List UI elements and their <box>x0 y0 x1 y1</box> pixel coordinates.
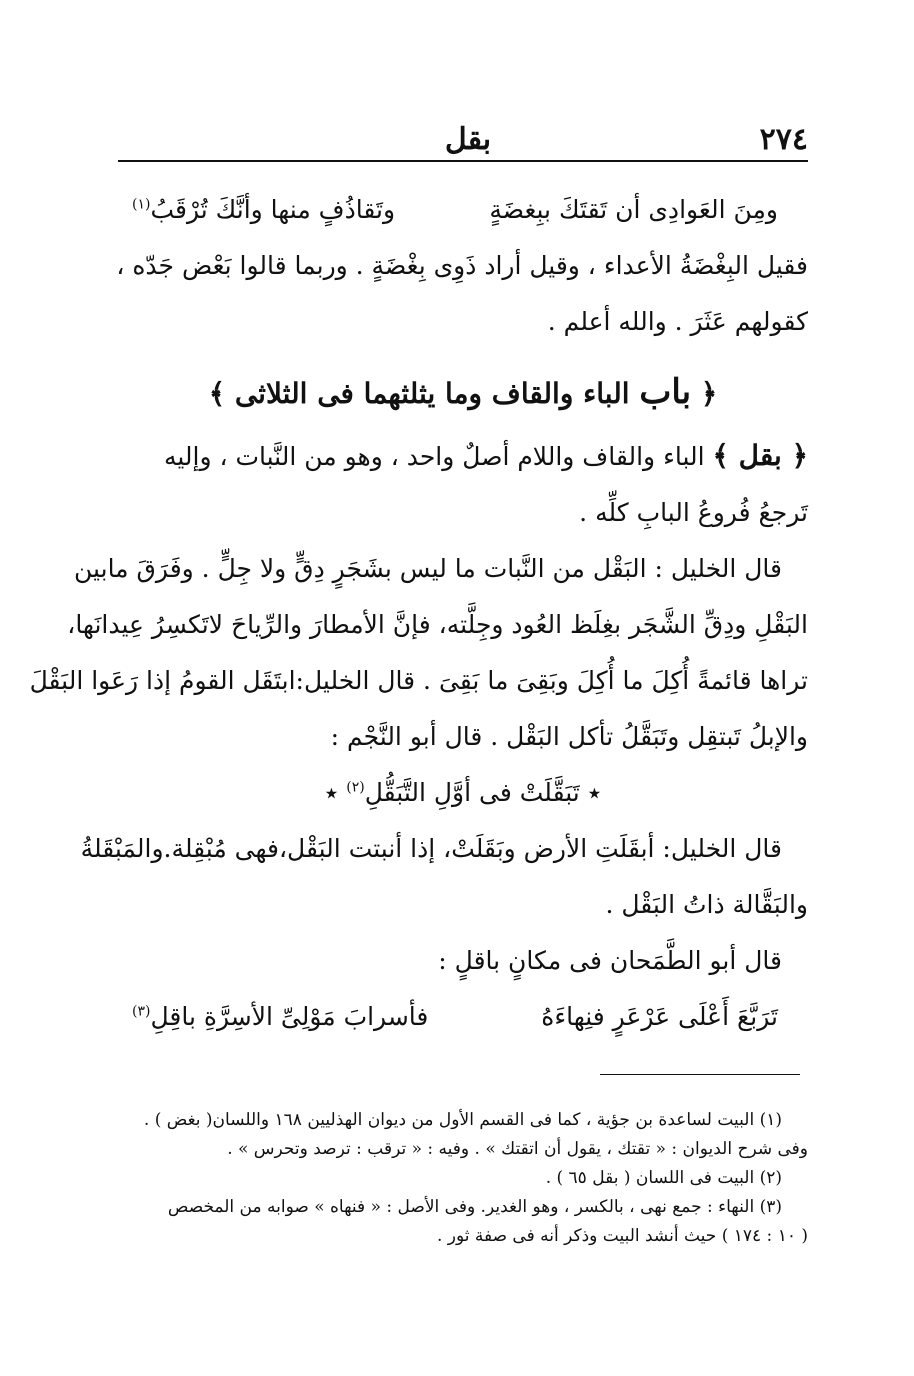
verse-3 <box>118 989 808 1045</box>
text-line: كقولهم عَثَرَ . والله أعلم . <box>547 307 808 336</box>
root-definition: الباء والقاف واللام أصلٌ واحد ، وهو من النَّبات ، وإليه <box>163 442 705 471</box>
text-line: قال الخليل : البَقْل من النَّبات ما ليس بشَجَرٍ دِقٍّ ولا جِلٍّ . وفَرَقَ مابين <box>74 554 782 583</box>
running-root-title: بقل <box>444 122 492 157</box>
root-heading: ﴿ بقل ﴾ <box>712 439 808 472</box>
verse-1-second-hemistich: وتَقاذُفٍ منها وأنَّكَ تُرْقَبُ$^{(١)}$ <box>132 195 396 224</box>
footnote-ref-3: (٣) <box>132 1003 151 1020</box>
footnote-line: (٣) النهاء : جمع نهى ، بالكسر ، وهو الغدير. وفى الأصل : « فنهاه » صوابه من المخصص <box>167 1197 782 1217</box>
header-rule <box>118 160 808 162</box>
text-line: فقيل البِغْضَةُ الأعداء ، وقيل أراد ذَوِى بِغْضَةٍ . وربما قالوا بَعْض جَدّه ، <box>116 251 808 280</box>
footnote-line: وفى شرح الديوان : « تقتك ، يقول أن اتقتك » . وفيه : « ترقب : ترصد وتحرس » . <box>227 1139 808 1159</box>
verse-3-first-hemistich: تَرَبَّعَ أَعْلَى عَرْعَرٍ فنِهاءَهُ <box>541 1002 778 1031</box>
chapter-heading <box>118 364 808 422</box>
footnote-line: ( ١٠ : ١٧٤ ) حيث أنشد البيت وذكر أنه فى صفة ثور . <box>436 1226 808 1246</box>
text-line: تَرجعُ فُروعُ البابِ كلِّه . <box>579 498 808 527</box>
footnote-rule <box>600 1074 800 1075</box>
verse-1 <box>118 182 808 238</box>
verse-2-text: ٭ تَبَقَّلَتْ فى أوَّلِ التَّبَقُّلِ <box>364 778 602 807</box>
page-header <box>118 118 808 164</box>
text-line: والبَقَّالة ذاتُ البَقْل . <box>605 890 808 919</box>
verse-1-first-hemistich: ومِنَ العَوادِى أن تَقتَكَ ببِغضَةٍ <box>489 195 778 224</box>
verse-2-end-star: ٭ <box>324 778 339 807</box>
footnote-ref-2: (٢) <box>346 779 365 796</box>
verse-3-second-hemistich: فأسرابَ مَوْلِىِّ الأسِرَّةِ باقِلِ$^{(٣)}$ <box>132 1002 429 1031</box>
footnotes <box>118 1106 808 1251</box>
text-line: والإبلُ تَبتقِل وتَبَقَّلُ تأكل البَقْل . قال أبو النَّجْم : <box>330 722 808 751</box>
chapter-title: الباء والقاف وما يثلثهما فى الثلاثى <box>234 377 630 410</box>
chapter-bracket-open: ﴿ <box>700 377 718 410</box>
text-line: قال الخليل: أبقَلَتِ الأرض وبَقَلَتْ، إذا أنبتت البَقْل،فهى مُبْقِلة.والمَبْقَلةُ <box>80 834 782 863</box>
chapter-bracket-close: ﴾ <box>208 377 226 410</box>
footnote-ref-1: (١) <box>132 196 151 213</box>
text-line: تراها قائمةً أُكِلَ ما أُكِلَ وبَقِىَ ما بَقِىَ . قال الخليل:ابتَقَل القومُ إذا رَعَوا البَقْلَ <box>29 666 808 695</box>
footnote-line: (٢) البيت فى اللسان ( بقل ٦٥ ) . <box>545 1168 782 1188</box>
footnote-line: (١) البيت لساعدة بن جؤية ، كما فى القسم الأول من ديوان الهذليين ١٦٨ واللسان( بغض ) . <box>143 1110 782 1130</box>
text-line: البَقْلِ ودِقِّ الشَّجَر بغِلَظ العُود وجِلَّته، فإنَّ الأمطارَ والرِّياحَ لاتَكسِرُ عِيدانَها، <box>67 610 808 639</box>
root-entry-line <box>118 428 808 485</box>
page-number: ٢٧٤ <box>759 122 808 157</box>
text-line: قال أبو الطَّمَحان فى مكانٍ باقلٍ : <box>438 946 782 975</box>
page-body <box>29 182 808 1045</box>
chapter-bab-word: باب <box>639 372 692 412</box>
verse-2 <box>118 765 808 821</box>
